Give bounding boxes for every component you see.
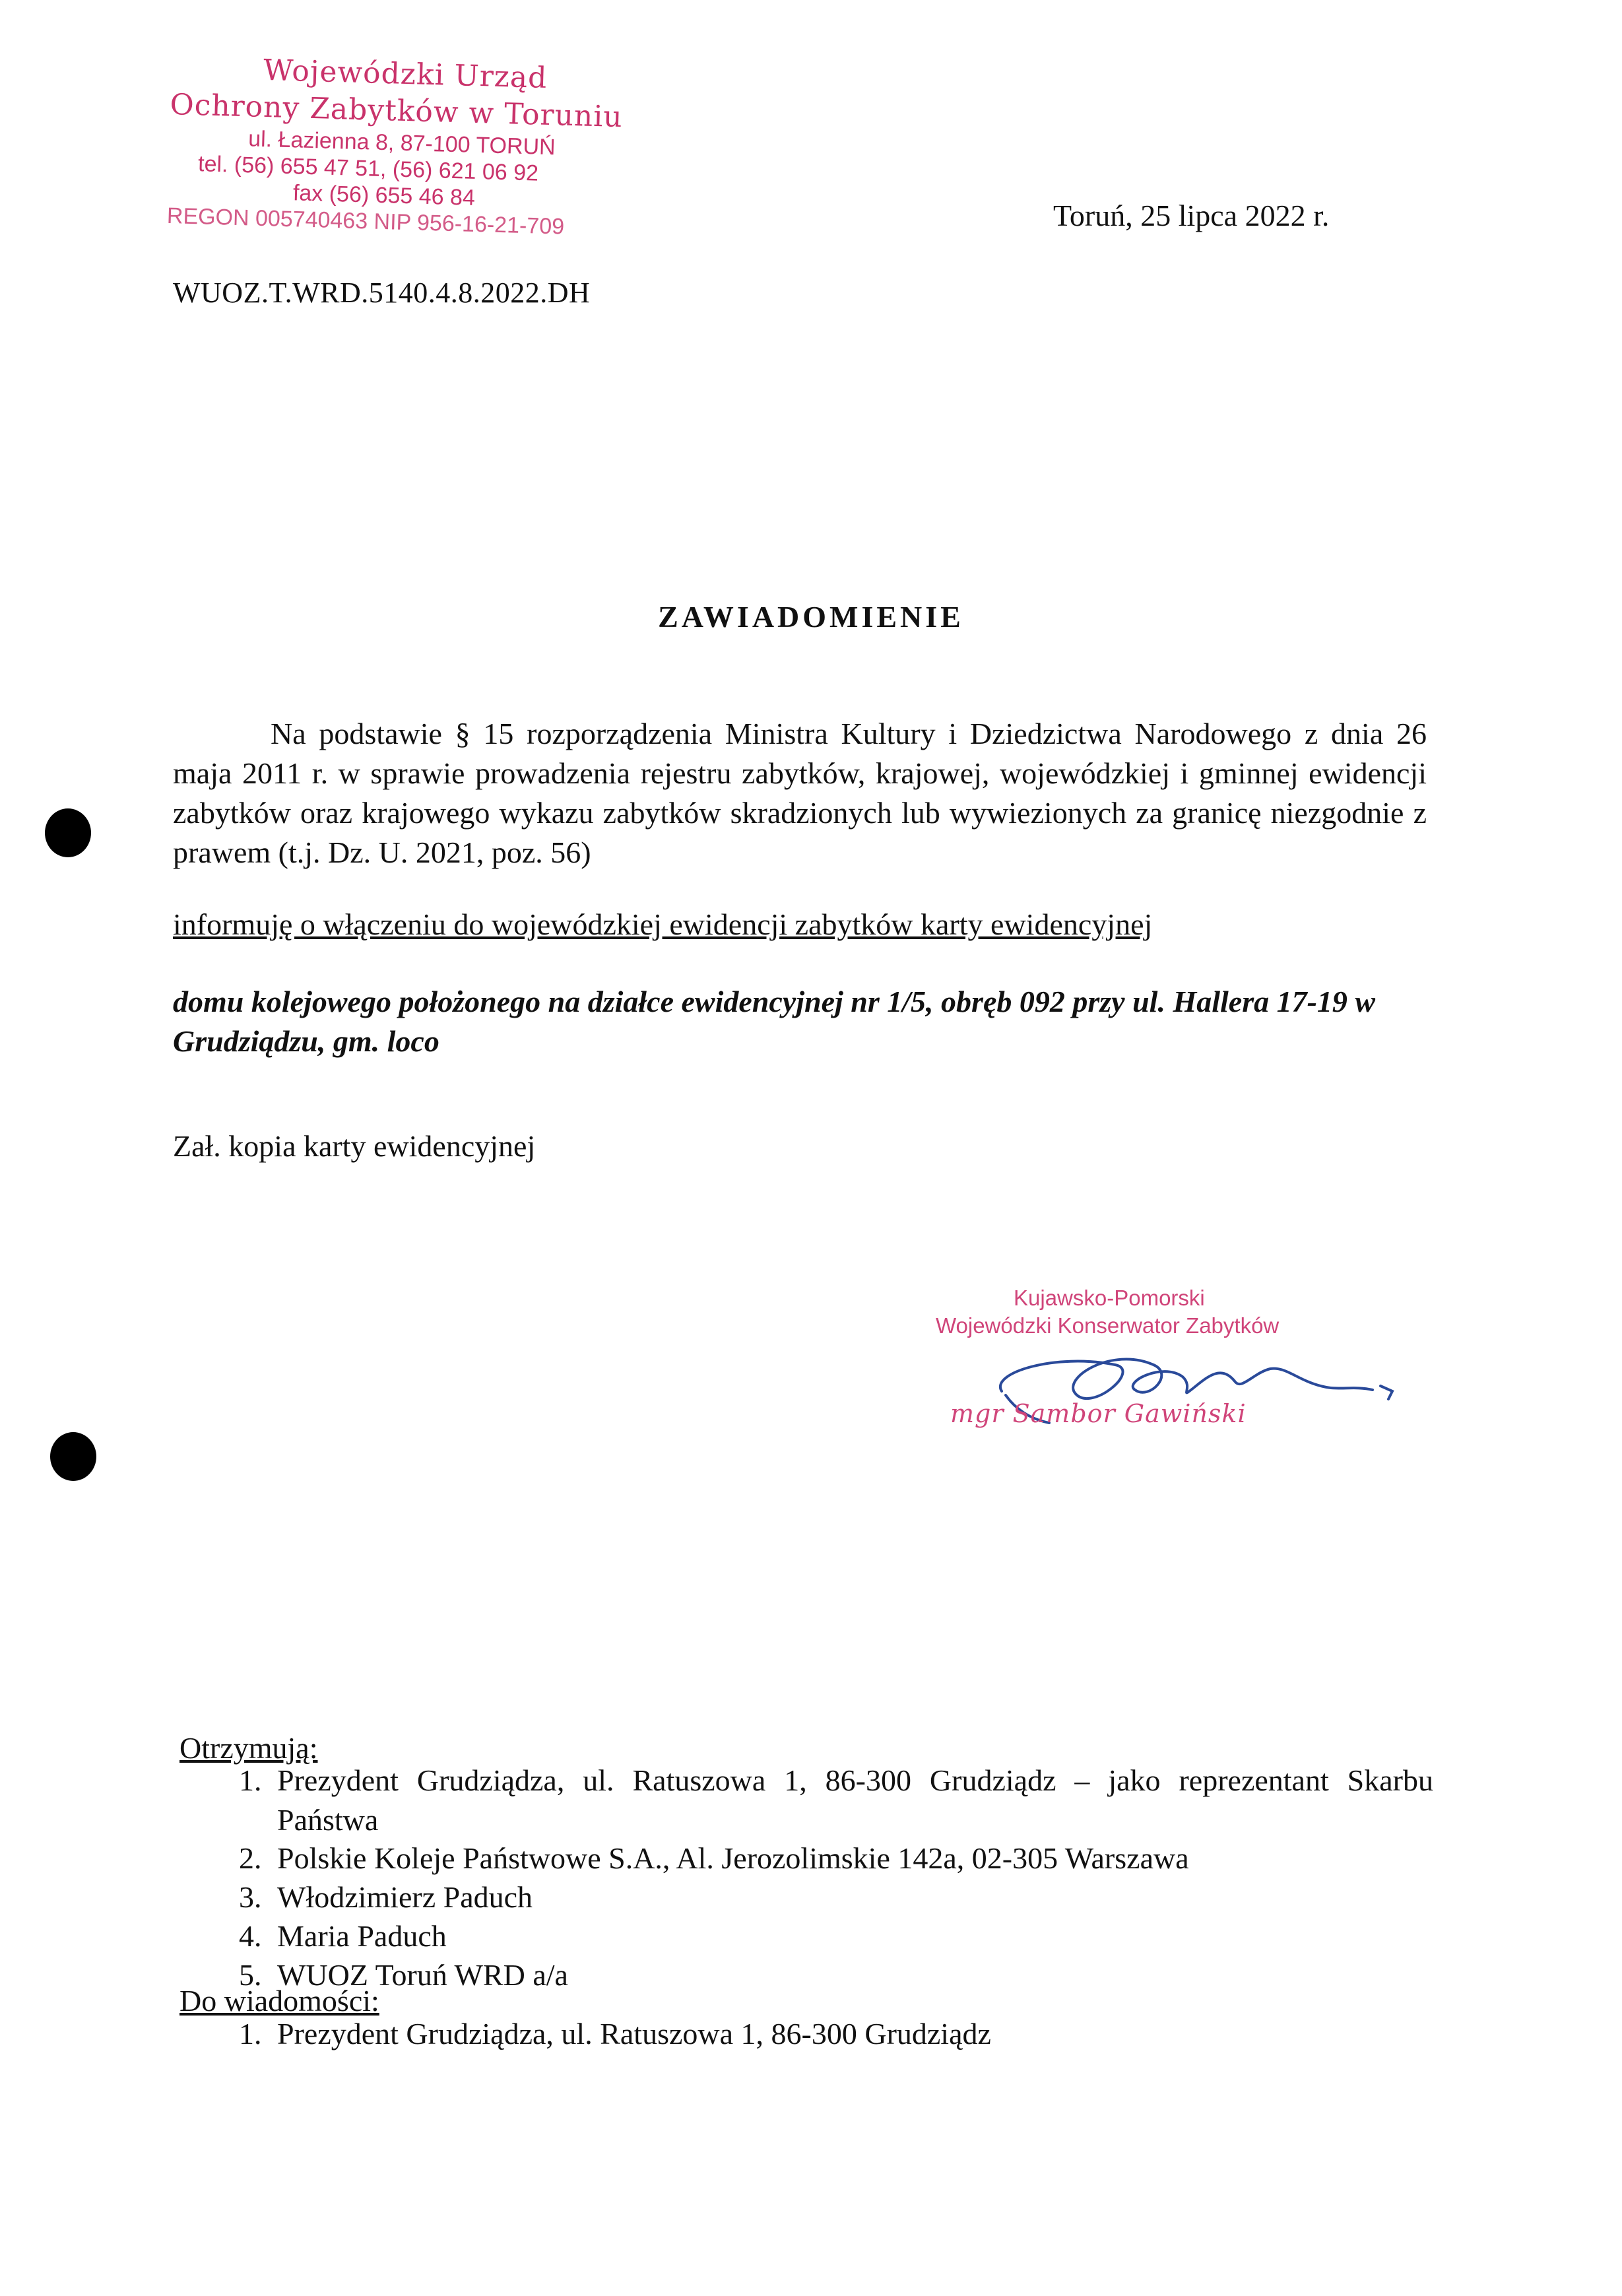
list-text: Prezydent Grudziądza, ul. Ratuszowa 1, 86-300 Grudziądz – jako reprezentant Skarbu Państwa [277,1763,1433,1837]
document-date: Toruń, 25 lipca 2022 r. [1053,199,1330,232]
list-number: 1. [239,1763,262,1797]
list-number: 2. [239,1841,262,1875]
recipients-heading: Otrzymują: [179,1731,318,1765]
reference-number: WUOZ.T.WRD.5140.4.8.2022.DH [173,277,591,309]
legal-basis-paragraph: Na podstawie § 15 rozporządzenia Ministra Kultury i Dziedzictwa Narodowego z dnia 26 maja 2011 r. w sprawie prowadzenia rejestru zabytków, krajowej, wojewódzkiej i gminnej ewidencji zabytków oraz krajowego wykazu zabytków skradzionych lub wywiezionych za granicę niezgodnie z prawem (t.j. Dz. U. 2021, poz. 56) [173,717,1427,869]
list-number: 4. [239,1919,262,1953]
signatory-name: mgr Sambor Gawiński [950,1399,1247,1428]
for-information-heading: Do wiadomości: [179,1984,379,2017]
list-text: Maria Paduch [277,1919,447,1953]
stamp-line-2: Ochrony Zabytków w Toruniu [169,87,624,135]
information-line: informuję o włączeniu do wojewódzkiej ewidencji zabytków karty ewidencyjnej [173,907,1153,941]
subject-paragraph: domu kolejowego położonego na działce ewidencyjnej nr 1/5, obręb 092 przy ul. Hallera 17-19 w Grudziądzu, gm. loco [173,985,1376,1058]
stamp-regon: REGON 005740463 NIP 956-16-21-709 [166,203,565,240]
signature-stamp-line-2: Wojewódzki Konserwator Zabytków [936,1313,1280,1338]
stamp-phone: tel. (56) 655 47 51, (56) 621 06 92 [197,151,539,186]
list-number: 3. [239,1880,262,1914]
list-text: Włodzimierz Paduch [277,1880,533,1914]
punch-hole [45,808,91,857]
document-title: ZAWIADOMIENIE [658,600,964,634]
stamp-line-1: Wojewódzki Urząd [263,53,548,95]
list-number: 5. [239,1958,262,1992]
list-text: Prezydent Grudziądza, ul. Ratuszowa 1, 86-300 Grudziądz [277,2017,991,2050]
punch-hole [50,1432,96,1481]
list-number: 1. [239,2017,262,2050]
stamp-address: ul. Łazienna 8, 87-100 TORUŃ [247,126,556,160]
signature-stamp-line-1: Kujawsko-Pomorski [1014,1286,1205,1310]
list-text: WUOZ Toruń WRD a/a [277,1958,568,1992]
office-stamp [166,49,633,242]
list-text: Polskie Koleje Państwowe S.A., Al. Jerozolimskie 142a, 02-305 Warszawa [277,1841,1189,1875]
attachment-note: Zał. kopia karty ewidencyjnej [173,1129,536,1163]
stamp-fax: fax (56) 655 46 84 [292,180,476,211]
